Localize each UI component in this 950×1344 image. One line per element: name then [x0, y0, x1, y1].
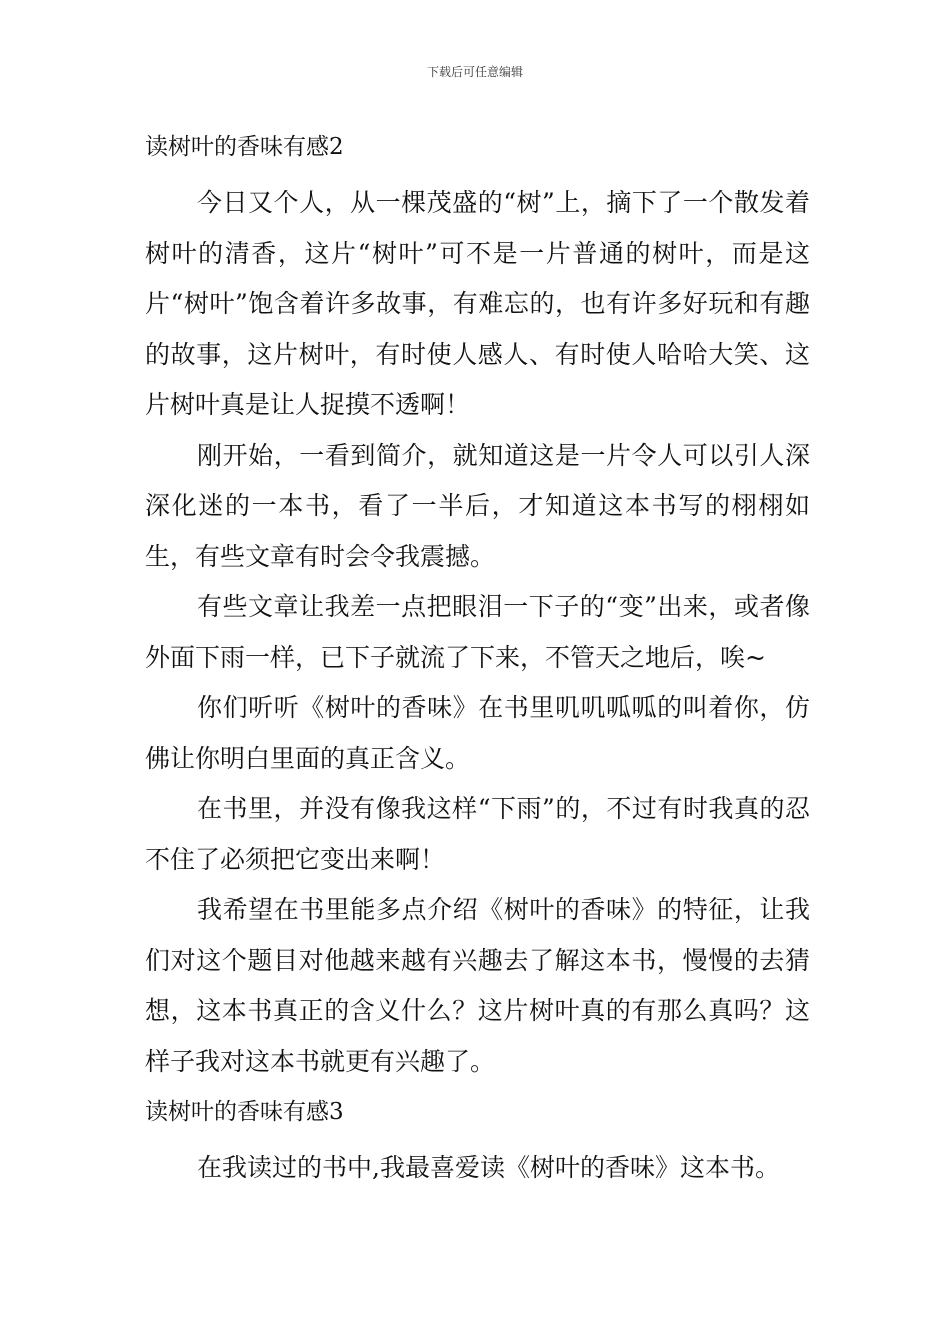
paragraph: 我希望在书里能多点介绍《树叶的香味》的特征，让我们对这个题目对他越来越有兴趣去了解这本书，慢慢的去猜想，这本书真正的含义什么？这片树叶真的有那么真吗？这样子我对这本书就更有兴趣了。: [145, 895, 810, 1076]
paragraph: 在我读过的书中,我最喜爱读《树叶的香味》这本书。: [197, 1153, 780, 1182]
paragraph: 刚开始，一看到简介，就知道这是一片令人可以引人深深化迷的一本书，看了一半后，才知道这本书写的栩栩如生，有些文章有时会令我震撼。: [145, 440, 810, 571]
document-body: [145, 128, 810, 1194]
section-title: 读树叶的香味有感2: [145, 134, 344, 160]
paragraph: 在书里，并没有像我这样“下雨”的，不过有时我真的忍不住了必须把它变出来啊！: [145, 794, 810, 874]
paragraph: 你们听听《树叶的香味》在书里叽叽呱呱的叫着你，仿佛让你明白里面的真正含义。: [145, 693, 810, 773]
section-title: 读树叶的香味有感3: [145, 1099, 344, 1125]
page-header-note: 下载后可任意编辑: [426, 65, 523, 79]
paragraph: 有些文章让我差一点把眼泪一下子的“变”出来，或者像外面下雨一样，已下子就流了下来，不管天之地后，唉~: [145, 592, 810, 672]
paragraph: 今日又个人，从一棵茂盛的“树”上，摘下了一个散发着树叶的清香，这片“树叶”可不是一片普通的树叶，而是这片“树叶”饱含着许多故事，有难忘的，也有许多好玩和有趣的故事，这片树叶，有时使人感人、有时使人哈哈大笑、这片树叶真是让人捉摸不透啊！: [145, 188, 810, 419]
